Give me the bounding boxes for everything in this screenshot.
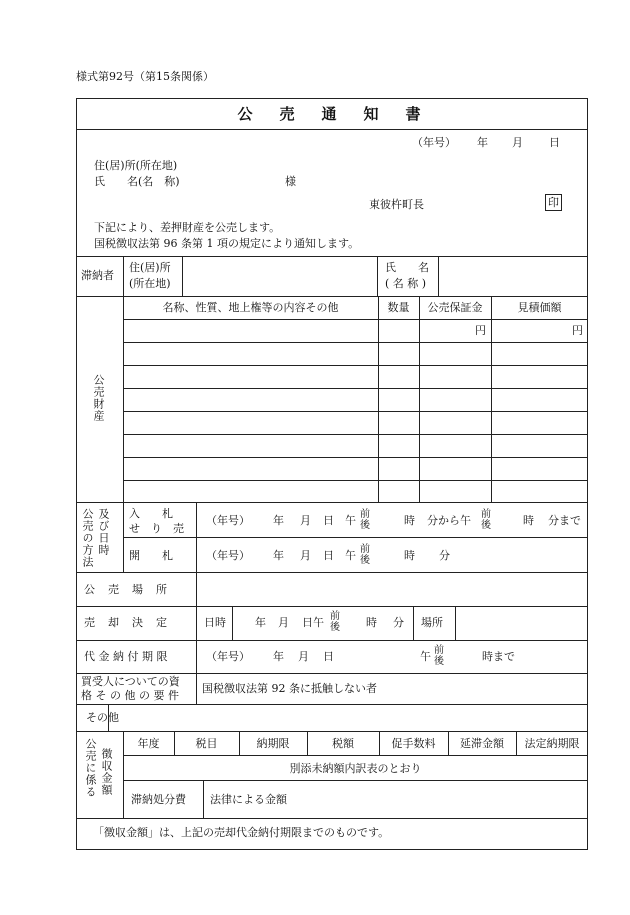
divider [203, 780, 204, 818]
divider [232, 606, 233, 640]
bid-label-2: せ り 売 [129, 522, 184, 535]
divider [123, 388, 588, 389]
payment-go: 午 [420, 650, 431, 663]
decision-ampm [330, 611, 340, 633]
decision-day-go: 日午 [302, 616, 324, 629]
divider [123, 480, 588, 481]
property-col-estimate: 見積価額 [517, 301, 562, 314]
payment-era: （年号） [206, 650, 250, 663]
decision-year: 年 [255, 616, 266, 629]
payment-label: 代 金 納 付 期 限 [84, 650, 168, 663]
tender-day: 日 [323, 549, 334, 562]
divider [123, 537, 588, 538]
header-date-era: （年号） [412, 136, 456, 149]
place-label: 公 売 場 所 [84, 583, 168, 596]
divider [123, 365, 588, 366]
method-side-label-1: 公売の方法 [81, 508, 94, 568]
header-divider [76, 256, 588, 257]
collection-side-label-2: 徴収金額 [100, 748, 113, 796]
divider [123, 319, 588, 320]
delinquent-address-label-2: (所在地) [129, 277, 171, 290]
divider [196, 640, 197, 673]
tender-mae: 前 [360, 544, 370, 555]
bid-hour-start: 時 [404, 514, 415, 527]
divider [76, 704, 588, 705]
collection-col-6: 法定納期限 [524, 737, 580, 750]
collection-col-4: 促手数料 [391, 737, 436, 750]
divider [491, 296, 492, 502]
buyer-label-2: 格 そ の 他 の 要 件 [81, 689, 179, 702]
decision-minute: 分 [393, 616, 404, 629]
notice-line-2: 国税徴収法第 96 条第 1 項の規定により通知します。 [94, 237, 360, 250]
divider [76, 296, 588, 297]
divider [196, 572, 197, 606]
divider [123, 457, 588, 458]
decision-hour: 時 [366, 616, 377, 629]
divider [438, 256, 439, 296]
header-date-month: 月 [512, 136, 523, 149]
tender-ampm [360, 544, 370, 566]
collection-delinquency-fee: 滞納処分費 [131, 793, 186, 806]
header-date-year: 年 [477, 136, 488, 149]
form-title: 公 売 通 知 書 [237, 105, 427, 123]
payment-ampm [434, 645, 444, 667]
notice-line-1: 下記により、差押財産を公売します。 [94, 221, 281, 234]
divider [123, 342, 588, 343]
divider [196, 606, 197, 640]
bid-label-1: 入 札 [129, 507, 173, 520]
divider [76, 606, 588, 607]
collection-legal-amount: 法律による金額 [210, 793, 287, 806]
issuer-name: 東彼杵町長 [369, 198, 424, 211]
tender-year: 年 [273, 549, 284, 562]
decision-place-label: 場所 [421, 616, 443, 629]
collection-col-3: 税額 [332, 737, 354, 750]
header-sama: 様 [285, 175, 296, 188]
estimate-yen: 円 [572, 324, 583, 337]
buyer-label-1: 買受人についての資 [81, 675, 180, 688]
decision-month: 月 [278, 616, 289, 629]
bid-ato: 後 [360, 520, 370, 531]
tender-label: 開 札 [129, 549, 173, 562]
bid-mae: 前 [360, 509, 370, 520]
bid-mae-2: 前 [481, 509, 491, 520]
payment-until: 時まで [482, 650, 515, 663]
tender-hour: 時 [404, 549, 415, 562]
payment-month: 月 [298, 650, 309, 663]
footer-note: 「徴収金額」は、上記の売却代金納付期限までのものです。 [93, 826, 390, 839]
divider [76, 502, 588, 503]
form-number: 様式第92号（第15条関係） [76, 70, 214, 83]
divider [76, 572, 588, 573]
decision-ato: 後 [330, 622, 340, 633]
decision-mae: 前 [330, 611, 340, 622]
seal-mark [545, 197, 562, 208]
divider [182, 256, 183, 296]
collection-breakdown: 別添未納額内訳表のとおり [289, 762, 422, 775]
bid-year: 年 [273, 514, 284, 527]
property-side-label: 公売財産 [92, 374, 105, 422]
tender-go: 午 [345, 549, 356, 562]
seal-text: 印 [545, 194, 562, 211]
tender-month: 月 [300, 549, 311, 562]
deposit-yen: 円 [475, 324, 486, 337]
bid-ampm-start [360, 509, 370, 531]
decision-label: 売 却 決 定 [84, 616, 168, 629]
property-col-description: 名称、性質、地上権等の内容その他 [162, 301, 339, 314]
delinquent-address-label-1: 住(居)所 [129, 261, 171, 274]
delinquent-name-label-2: ( 名 称 ) [385, 277, 427, 290]
delinquent-name-label-1: 氏 名 [385, 261, 429, 274]
divider [123, 780, 588, 781]
divider [123, 411, 588, 412]
divider [413, 606, 414, 640]
divider [196, 673, 197, 704]
bid-go: 午 [345, 514, 356, 527]
bid-hour-end: 時 [523, 514, 534, 527]
payment-day: 日 [323, 650, 334, 663]
divider [123, 434, 588, 435]
divider [108, 704, 109, 731]
divider [76, 640, 588, 641]
tender-minute: 分 [439, 549, 450, 562]
decision-datetime-label: 日時 [204, 616, 226, 629]
property-col-deposit: 公売保証金 [427, 301, 483, 314]
collection-col-0: 年度 [137, 737, 160, 750]
bid-ampm-end [481, 509, 491, 531]
payment-year: 年 [273, 650, 284, 663]
bid-ato-2: 後 [481, 520, 491, 531]
property-col-quantity: 数量 [387, 301, 410, 314]
collection-col-1: 税目 [195, 737, 218, 750]
collection-col-2: 納期限 [256, 737, 290, 750]
title-divider [76, 129, 588, 130]
divider [377, 256, 378, 296]
divider [123, 296, 124, 502]
divider [123, 755, 588, 756]
tender-era: （年号） [206, 549, 250, 562]
collection-side-label-1: 公売に係る [84, 738, 97, 798]
bid-era: （年号） [206, 514, 250, 527]
divider [378, 296, 379, 502]
bid-minute-from: 分から午 [427, 514, 471, 527]
header-date-day: 日 [549, 136, 560, 149]
collection-col-5: 延滞金額 [460, 737, 504, 750]
delinquent-label: 滞納者 [81, 269, 114, 282]
other-label: その他 [86, 711, 119, 724]
tender-ato: 後 [360, 555, 370, 566]
bid-day: 日 [323, 514, 334, 527]
divider [123, 256, 124, 296]
method-side-label-2: 及び日時 [97, 508, 110, 556]
divider [76, 673, 588, 674]
bid-month: 月 [300, 514, 311, 527]
header-name-label: 氏 名(名 称) [94, 175, 180, 188]
divider [419, 296, 420, 502]
payment-mae: 前 [434, 645, 444, 656]
buyer-value: 国税徴収法第 92 条に抵触しない者 [202, 682, 377, 695]
divider [455, 606, 456, 640]
payment-ato: 後 [434, 656, 444, 667]
header-address-label: 住(居)所(所在地) [94, 159, 178, 172]
divider [76, 818, 588, 819]
divider [76, 731, 588, 732]
bid-minute-until: 分まで [548, 514, 581, 527]
